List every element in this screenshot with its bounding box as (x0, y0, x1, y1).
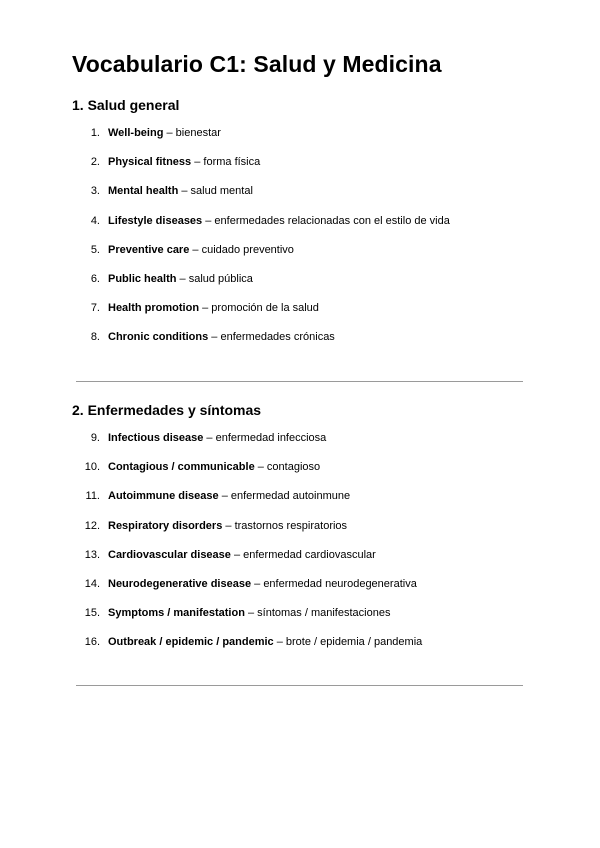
term: Lifestyle diseases (108, 214, 203, 227)
item-number: 14. (84, 577, 100, 590)
item-text (108, 636, 422, 648)
item-text (108, 461, 320, 473)
section-heading-enfermedades: 2. Enfermedades y síntomas (72, 402, 262, 418)
translation: contagioso (266, 461, 321, 474)
translation: salud pública (188, 272, 253, 285)
section-divider (76, 685, 523, 686)
item-text (108, 127, 221, 139)
item-text (108, 331, 335, 343)
item-text (108, 302, 319, 314)
item-text (108, 578, 417, 590)
item-text (108, 490, 350, 502)
term: Outbreak / epidemic / pandemic (108, 636, 274, 649)
translation: enfermedad autoinmune (230, 490, 351, 503)
translation: enfermedad cardiovascular (243, 548, 376, 561)
separator: – (251, 577, 264, 590)
item-number: 16. (84, 636, 100, 649)
vocab-list-section-2 (0, 432, 600, 666)
term: Preventive care (108, 243, 190, 256)
separator: – (254, 461, 267, 474)
separator: – (208, 331, 221, 344)
item-number: 11. (85, 490, 100, 503)
separator: – (203, 432, 216, 444)
term: Physical fitness (108, 156, 192, 169)
list-item (0, 607, 600, 636)
list-item (0, 215, 600, 244)
separator: – (273, 636, 286, 649)
term: Neurodegenerative disease (108, 577, 252, 590)
list-item (0, 520, 600, 549)
item-text (108, 607, 390, 619)
list-item (0, 490, 600, 519)
separator: – (176, 272, 189, 285)
list-item (0, 578, 600, 607)
item-text (108, 244, 294, 256)
term: Contagious / communicable (108, 461, 255, 474)
separator: – (199, 302, 212, 315)
item-number: 4. (90, 214, 100, 227)
list-item (0, 156, 600, 185)
translation: forma física (203, 156, 261, 169)
list-item (0, 432, 600, 461)
translation: salud mental (190, 185, 253, 198)
list-item (0, 273, 600, 302)
separator: – (244, 607, 258, 620)
translation: bienestar (175, 127, 221, 139)
term: Respiratory disorders (108, 519, 223, 532)
item-text (108, 432, 326, 444)
item-text (108, 520, 347, 532)
term: Public health (108, 272, 177, 285)
term: Mental health (108, 185, 179, 198)
term: Well-being (108, 127, 164, 139)
item-number: 2. (90, 156, 100, 169)
list-item (0, 244, 600, 273)
item-number: 1. (90, 127, 100, 139)
item-number: 12. (84, 519, 100, 532)
item-number: 8. (90, 331, 100, 344)
term: Infectious disease (108, 432, 204, 444)
item-text (108, 185, 253, 197)
item-text (108, 273, 253, 285)
term: Autoimmune disease (108, 490, 219, 503)
item-number: 15. (84, 607, 100, 620)
translation: enfermedades crónicas (220, 331, 335, 344)
item-number: 6. (90, 272, 100, 285)
page-title: Vocabulario C1: Salud y Medicina (72, 51, 442, 77)
separator: – (189, 243, 202, 256)
separator: – (218, 490, 231, 503)
separator: – (178, 185, 191, 198)
term: Cardiovascular disease (108, 548, 231, 561)
translation: trastornos respiratorios (234, 519, 348, 532)
list-item (0, 461, 600, 490)
list-item (0, 185, 600, 214)
term: Health promotion (108, 302, 200, 315)
translation: cuidado preventivo (201, 243, 294, 256)
list-item (0, 636, 600, 665)
vocab-list-section-1 (0, 127, 600, 361)
item-number: 10. (84, 461, 100, 474)
term: Chronic conditions (108, 331, 209, 344)
translation: enfermedad infecciosa (215, 432, 327, 444)
section-heading-salud-general: 1. Salud general (72, 97, 180, 113)
translation: enfermedad neurodegenerativa (263, 577, 417, 590)
item-text (108, 156, 260, 168)
translation: síntomas / manifestaciones (257, 607, 391, 620)
term: Symptoms / manifestation (108, 607, 245, 620)
separator: – (191, 156, 204, 169)
item-number: 5. (90, 243, 100, 256)
item-number: 7. (90, 302, 100, 315)
separator: – (222, 519, 235, 532)
item-text (108, 549, 376, 561)
item-number: 3. (90, 185, 100, 198)
separator: – (202, 214, 215, 227)
translation: enfermedades relacionadas con el estilo de vida (214, 214, 450, 227)
list-item (0, 127, 600, 156)
separator: – (163, 127, 176, 139)
list-item (0, 331, 600, 360)
translation: promoción de la salud (211, 302, 319, 315)
item-number: 13. (84, 548, 100, 561)
list-item (0, 549, 600, 578)
separator: – (230, 548, 244, 561)
item-number: 9. (90, 432, 100, 444)
list-item (0, 302, 600, 331)
translation: brote / epidemia / pandemia (285, 636, 423, 649)
item-text (108, 215, 450, 227)
section-divider (76, 381, 523, 382)
